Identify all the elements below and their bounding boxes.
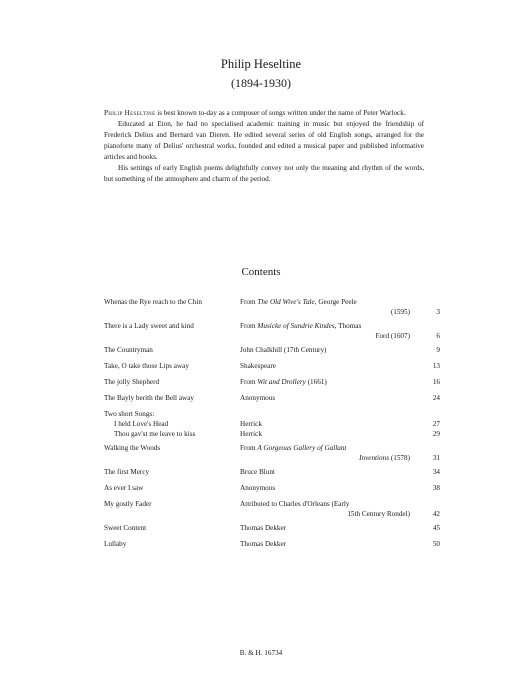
- contents-heading: Contents: [241, 266, 281, 278]
- bio-paragraph-3: His settings of early English poems delightfully convey not only the meaning and rhythm of the words, but something of the atmosphere and charm of the period.: [104, 164, 424, 183]
- source-text: Herrick: [240, 430, 262, 438]
- song-source: [240, 523, 410, 533]
- page-number: 3: [436, 308, 440, 316]
- page-number: 42: [432, 510, 440, 518]
- page-number: 38: [432, 484, 440, 492]
- source-text: Anonymous: [240, 484, 276, 492]
- source-work-title: Wit and Drollery: [257, 378, 306, 386]
- source-text: From: [240, 298, 258, 306]
- source-line-2: [240, 453, 410, 463]
- page-number: 13: [432, 362, 440, 370]
- source-text: Ford (1607): [375, 332, 410, 340]
- song-source: [240, 361, 410, 371]
- page-number: 31: [432, 454, 440, 462]
- song-source: [240, 393, 410, 403]
- source-work-title: Inventions: [359, 454, 390, 462]
- page-number: 45: [432, 524, 440, 532]
- song-source: [240, 443, 410, 463]
- source-line-2: [240, 509, 410, 519]
- song-title: Sweet Content: [104, 524, 147, 532]
- page-number: 9: [436, 346, 440, 354]
- source-text: From: [240, 444, 258, 452]
- source-text: , George Peele: [314, 298, 357, 306]
- publisher-code: B. & H. 16734: [239, 649, 283, 657]
- song-title: There is a Lady sweet and kind: [104, 322, 194, 330]
- source-text: Thomas Dekker: [240, 540, 287, 548]
- source-text: Thomas Dekker: [240, 524, 287, 532]
- song-title: The Countryman: [104, 346, 153, 354]
- biography: [104, 108, 424, 185]
- composer-name: Philip Heseltine: [220, 57, 302, 71]
- composer-dates: (1894-1930): [231, 76, 291, 90]
- song-source: [240, 419, 410, 429]
- song-title: My gostly Fader: [104, 500, 152, 508]
- source-text: From: [240, 322, 258, 330]
- bio-paragraph-1: [104, 108, 424, 119]
- page-number: 6: [436, 332, 440, 340]
- song-source: [240, 539, 410, 549]
- song-source: [240, 321, 410, 341]
- bio-paragraph-2: Educated at Eton, he had no specialised academic training in music but enjoyed the friendship of Frederick Delius and Bernard van Dieren. He edited several series of old English songs, arranged for the pianoforte many of Delius' orchestral works, founded and edited a musical paper and published informative articles and books.: [104, 120, 424, 161]
- song-title: I held Love's Head: [114, 420, 169, 428]
- source-text: Herrick: [240, 420, 262, 428]
- song-title: Take, O take those Lips away: [104, 362, 189, 370]
- page-number: 27: [432, 420, 440, 428]
- source-line-2: [240, 331, 410, 341]
- song-title: The Bayly berith the Bell away: [104, 394, 195, 402]
- song-title: The jolly Shepherd: [104, 378, 160, 386]
- song-source: [240, 429, 410, 439]
- source-text: , Thomas: [334, 322, 362, 330]
- song-title: The first Mercy: [104, 468, 150, 476]
- song-title: Whenas the Rye reach to the Chin: [104, 298, 202, 306]
- page-number: 24: [432, 394, 440, 402]
- bio-name-caps: Philip Heseltine: [104, 109, 156, 117]
- source-text: (1661): [305, 378, 327, 386]
- song-source: [240, 483, 410, 493]
- page-number: 29: [432, 430, 440, 438]
- song-title: Thou gav'st me leave to kiss: [114, 430, 196, 438]
- page-number: 34: [432, 468, 440, 476]
- song-title: As ever I saw: [104, 484, 144, 492]
- source-text: (1595): [390, 308, 410, 316]
- page-number: 50: [432, 540, 440, 548]
- song-source: [240, 499, 410, 519]
- source-text: Attributed to Charles d'Orleans (Early: [240, 500, 350, 508]
- source-text: Shakespeare: [240, 362, 276, 370]
- source-text: From: [240, 378, 258, 386]
- bio-p1-text: is best known to-day as a composer of songs written under the name of Peter Warlock.: [155, 109, 406, 117]
- source-line-2: [240, 307, 410, 317]
- source-text: 15th Century Rondel): [347, 510, 410, 518]
- song-source: [240, 467, 410, 477]
- song-title: Lullaby: [104, 540, 127, 548]
- page-number: 16: [432, 378, 440, 386]
- song-title: Walking the Woods: [104, 444, 161, 452]
- source-text: Bruce Blunt: [240, 468, 275, 476]
- song-title: Two short Songs:: [104, 410, 155, 418]
- source-work-title: A Gorgeous Gallery of Gallant: [257, 444, 347, 452]
- song-source: [240, 345, 410, 355]
- source-work-title: Musicke of Sundrie Kindes: [257, 322, 335, 330]
- source-work-title: The Old Wive's Tale: [257, 298, 315, 306]
- source-text: (1578): [389, 454, 410, 462]
- song-source: [240, 377, 410, 387]
- source-text: John Chalkhill (17th Century): [240, 346, 327, 354]
- song-source: [240, 297, 410, 317]
- source-text: Anonymous: [240, 394, 276, 402]
